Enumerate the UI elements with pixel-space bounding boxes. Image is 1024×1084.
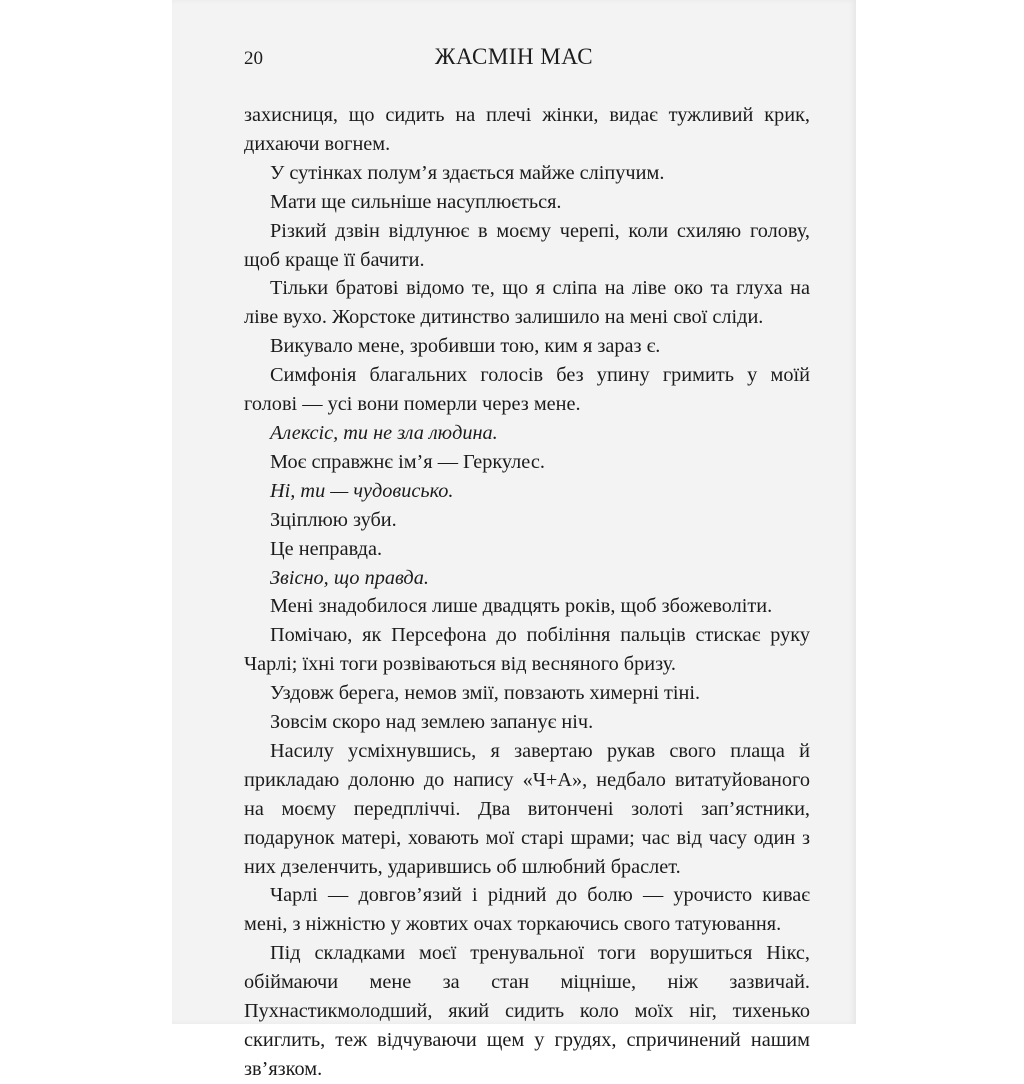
body-text [244, 101, 810, 1084]
paragraph: У сутінках полум’я здається майже сліпучим. [270, 161, 665, 184]
book-page [172, 0, 856, 1080]
running-title: ЖАСМІН МАС [434, 44, 594, 69]
italic-paragraph: Алексіс, ти не зла людина. [270, 421, 498, 444]
paragraph: Уздовж берега, немов змії, повзають химерні тіні. [270, 682, 701, 705]
paragraph: Зціплюю зуби. [270, 508, 397, 531]
paragraph: Зовсім скоро над землею запанує ніч. [270, 711, 594, 734]
paragraph: Чарлі — довгов’язий і рідний до болю — урочисто киває мені, з ніжністю у жовтих очах торкаючись свого татуювання. [244, 884, 810, 936]
paragraph: Це неправда. [270, 537, 383, 560]
paragraph: захисниця, що сидить на плечі жінки, видає тужливий крик, дихаючи вогнем. [244, 104, 810, 155]
italic-paragraph: Звісно, що правда. [270, 566, 429, 589]
paragraph: Помічаю, як Персефона до побіління пальців стискає руку Чарлі; їхні тоги розвіваються від весняного бризу. [244, 624, 810, 676]
paragraph: Симфонія благальних голосів без упину гримить у моїй голові — усі вони померли через мене. [244, 364, 810, 416]
page-number: 20 [244, 48, 263, 69]
paragraph: Моє справжнє ім’я — Геркулес. [270, 450, 545, 473]
paragraph: Мати ще сильніше насуплюється. [270, 190, 562, 213]
italic-paragraph: Ні, ти — чудовисько. [270, 479, 454, 502]
paragraph: Під складками моєї тренувальної тоги ворушиться Нікс, обіймаючи мене за стан міцніше, ніж зазвичай. Пухнастикмолодший, який сидить коло моїх ніг, тихенько скиглить, теж відчуваючи щем у грудях, спричинений нашим зв’язком. [244, 942, 810, 1080]
paragraph: Викувало мене, зробивши тою, ким я зараз є. [270, 335, 661, 358]
paragraph: Тільки братові відомо те, що я сліпа на ліве око та глуха на ліве вухо. Жорстоке дитинство залишило на мені свої сліди. [244, 277, 810, 329]
paragraph: Різкий дзвін відлунює в моєму черепі, коли схиляю голову, щоб краще її бачити. [244, 219, 810, 271]
paragraph: Мені знадобилося лише двадцять років, щоб збожеволіти. [270, 595, 773, 618]
paragraph: Насилу усміхнувшись, я завертаю рукав свого плаща й прикладаю долоню до напису «Ч+А», недбало витатуйованого на моєму передпліччі. Два витончені золоті зап’ястники, подарунок матері, ховають мої старі шрами; час від часу один з них дзеленчить, ударившись об шлюбний браслет. [244, 739, 810, 878]
